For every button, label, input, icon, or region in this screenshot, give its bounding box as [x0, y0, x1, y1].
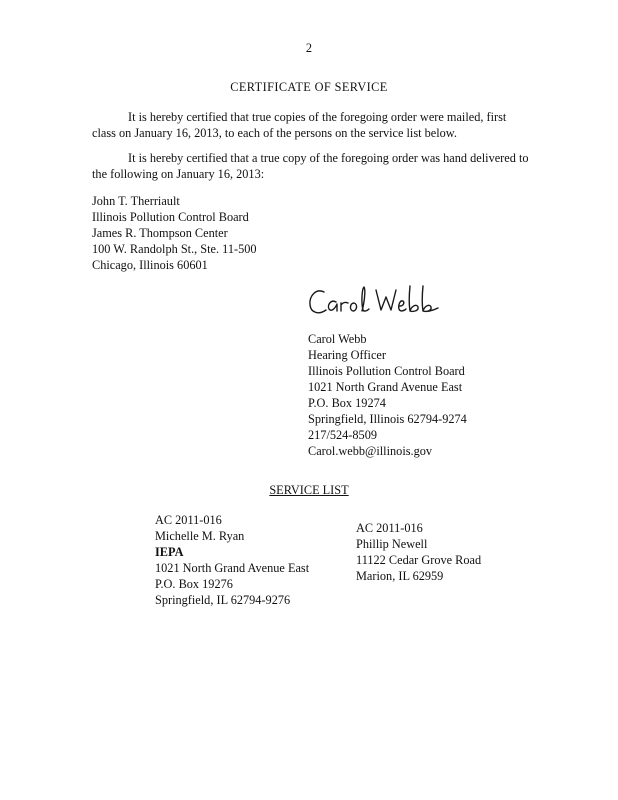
signer-title: Hearing Officer [308, 348, 386, 362]
party-organization: IEPA [155, 545, 184, 559]
service-list-title [0, 482, 618, 498]
party-name: Michelle M. Ryan [155, 529, 245, 543]
signer-name: Carol Webb [308, 332, 367, 346]
signer-po-box: P.O. Box 19274 [308, 396, 386, 410]
page-number: 2 [305, 41, 313, 55]
party-city: Springfield, IL 62794-9276 [155, 593, 291, 607]
signer-street: 1021 North Grand Avenue East [308, 380, 463, 394]
hand-delivery-address [92, 193, 257, 273]
service-list-entry-right [356, 520, 481, 584]
party-street: 1021 North Grand Avenue East [155, 561, 310, 575]
service-list-entry-left [155, 512, 309, 608]
case-number: AC 2011-016 [155, 513, 222, 527]
signer-city: Springfield, Illinois 62794-9274 [308, 412, 467, 426]
hand-delivery-certification-paragraph: It is hereby certified that a true copy of the foregoing order was hand delivered to the following on January 16, 2013: [92, 151, 529, 181]
party-po-box: P.O. Box 19276 [155, 577, 233, 591]
signer-phone: 217/524-8509 [308, 428, 377, 442]
signer-details [308, 331, 467, 459]
recipient-name: John T. Therriault [92, 194, 180, 208]
party-city: Marion, IL 62959 [356, 569, 444, 583]
signer-organization: Illinois Pollution Control Board [308, 364, 465, 378]
service-list-title-text: SERVICE LIST [269, 483, 349, 497]
recipient-organization: Illinois Pollution Control Board [92, 210, 249, 224]
recipient-building: James R. Thompson Center [92, 226, 228, 240]
party-street: 11122 Cedar Grove Road [356, 553, 482, 567]
recipient-street: 100 W. Randolph St., Ste. 11-500 [92, 242, 257, 256]
case-number: AC 2011-016 [356, 521, 423, 535]
party-name: Phillip Newell [356, 537, 428, 551]
recipient-city: Chicago, Illinois 60601 [92, 258, 208, 272]
certificate-title: CERTIFICATE OF SERVICE [230, 80, 388, 94]
signer-email: Carol.webb@illinois.gov [308, 444, 433, 458]
handwritten-signature [306, 278, 446, 320]
mailing-certification-paragraph: It is hereby certified that true copies of the foregoing order were mailed, first class on January 16, 2013, to each of the persons on the service list below. [92, 110, 507, 140]
